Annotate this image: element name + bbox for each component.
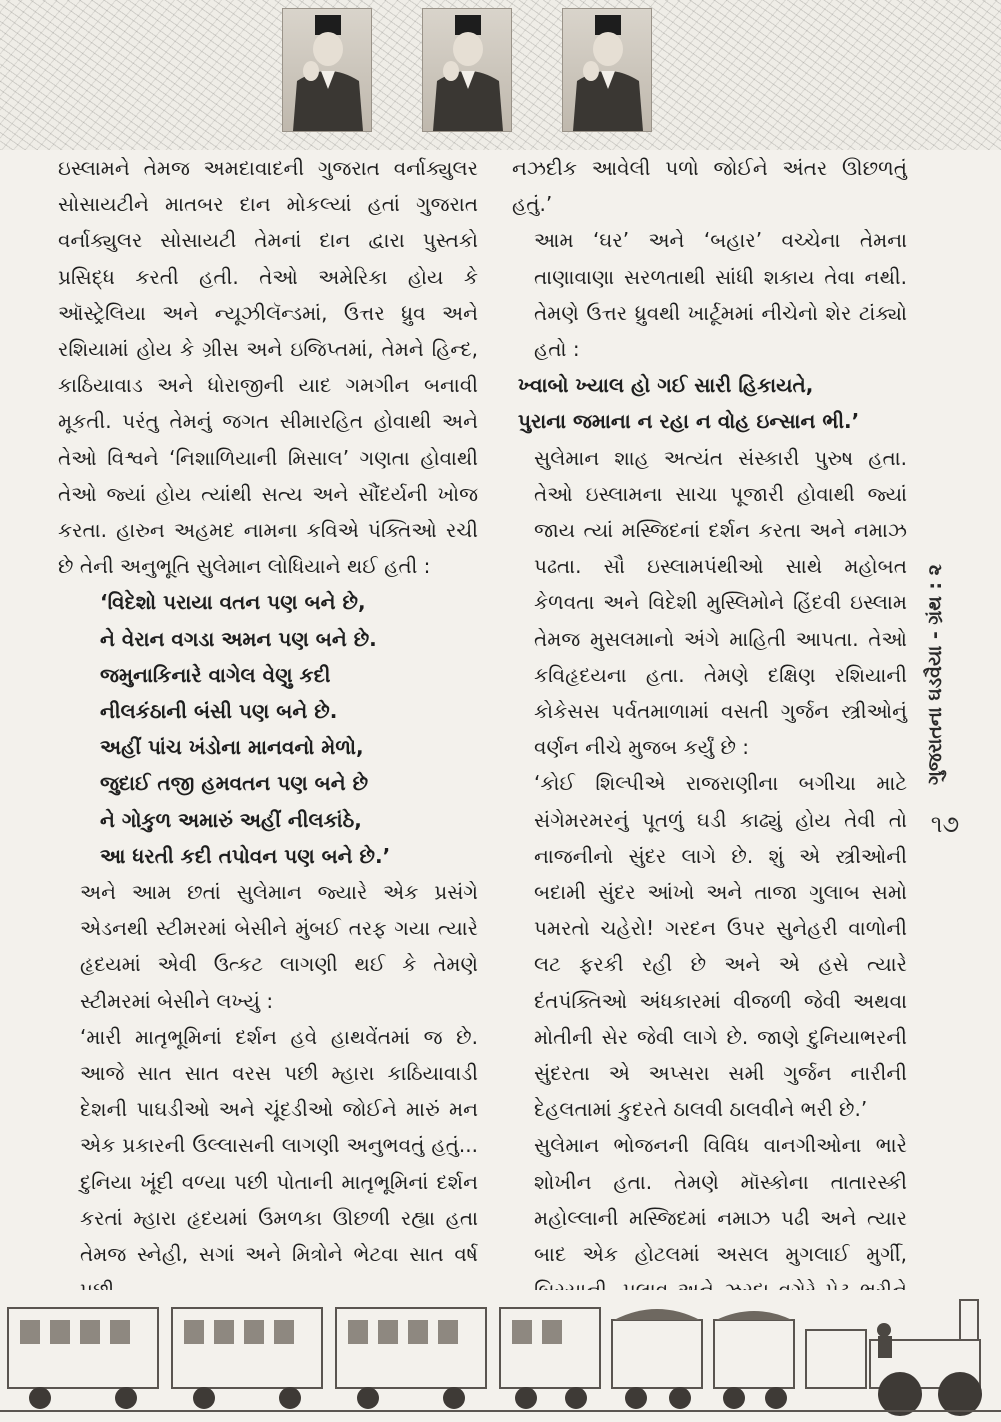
verse-line: ‘વિદેશો પરાયા વતન પણ બને છે, <box>100 590 366 615</box>
paragraph: સુલેમાન શાહ અત્યંત સંસ્કારી પુરુષ હતા. તેઓ ઇસ્લામના સાચા પૂજારી હોવાથી જ્યાં જાય ત્યાં મસ્જિદનાં દર્શન કરતા અને નમાઝ પઢતા. સૌ ઇસ્લામપંથીઓ સાથે મહોબત કેળવતા અને વિદેશી મુસ્લિમોને હિંદવી ઇસ્લામ તેમજ મુસલમાનો અંગે માહિતી આપતા. તેઓ કવિહૃદયના હતા. તેમણે દક્ષિણ રશિયાની કોકેસસ પર્વતમાળામાં વસતી ગુર્જન સ્ત્રીઓનું વર્ણન નીચે મુજબ કર્યું છે : <box>534 445 907 760</box>
verse-block <box>58 584 478 874</box>
paragraph: ‘મારી માતૃભૂમિનાં દર્શન હવે હાથવેંતમાં જ છે. આજે સાત સાત વરસ પછી મ્હારા કાઠિયાવાડી દેશની પાઘડીઓ અને ચૂંદડીઓ જોઈને મારું મન એક પ્રકારની ઉલ્લાસની લાગણી અનુભવતું હતું... દુનિયા ખૂંદી વળ્યા પછી પોતાની માતૃભૂમિનાં દર્શન કરતાં મ્હારા હૃદયમાં ઉમળકા ઊછળી રહ્યા હતા તેમજ સ્નેહી, સગાં અને મિત્રોને ભેટવા સાત વર્ષ <box>80 1024 478 1267</box>
portrait-photo <box>282 8 372 132</box>
paragraph: ઇસ્લામને તેમજ અમદાવાદની ગુજરાત વર્નાક્યુલર સોસાયટીને માતબર દાન મોકલ્યાં હતાં ગુજરાત વર્નાક્યુલર સોસાયટી તેમનાં દાન દ્વારા પુસ્તકો પ્રસિદ્ધ કરતી હતી. તેઓ અમેરિકા હોય કે ઑસ્ટ્રેલિયા અને ન્યૂઝીલૅન્ડમાં, ઉત્તર ધ્રુવ અને રશિયામાં હોય કે ગ્રીસ અને ઇજિપ્તમાં, તેમને હિન્દ, કાઠિયાવાડ અને ધોરાજીની યાદ ગમગીન બનાવી મૂકતી. પરંતુ તેમનું જગત સીમારહિત હોવાથી અને તેઓ વિશ્વને ‘નિશાળિયાની મિસાલ’ ગણતા હોવાથી તેઓ જ્યાં હોય ત્યાંથી સત્ય અને સૌંદર્યની ખોજ કરતા. હારુન અહમદ નામના કવિએ પંક્તિઓ રચી છે તેની અનુભૂતિ સુલેમાન લોધિયાને થઈ હતી : <box>58 156 478 579</box>
verse-line: જુદાઈ તજી હમવતન પણ બને છે <box>100 771 369 796</box>
paragraph: ‘કોઈ શિલ્પીએ રાજરાણીના બગીચા માટે સંગેમરમરનું પૂતળું ઘડી કાઢ્યું હોય તેવી તો નાજનીનો સુંદર લાગે છે. શું એ સ્ત્રીઓની બદામી સુંદર આંખો અને તાજા ગુલાબ સમો પમરતો ચહેરો! ગરદન ઉપર સુનેહરી વાળોની લટ ફરકી રહી છે અને એ હસે ત્યારે દંતપંક્તિઓ અંધકારમાં વીજળી જેવી અથવા મોતીની સેર જેવી લાગે છે. જાણે દુનિયાભરની સુંદરતા એ અપ્સરા સમી ગુર્જન નારીની દેહલતામાં કુદરતે ઠાલવી ઠાલવીને ભરી છે.’ <box>534 771 907 1122</box>
train-border-illustration <box>0 1290 1001 1422</box>
paragraph: આમ ‘ઘર’ અને ‘બહાર’ વચ્ચેના તેમના તાણાવાણા સરળતાથી સાંધી શકાય તેવા નથી. તેમણે ઉત્તર ધ્રુવથી ખાર્ટૂમમાં નીચેનો શેર ટાંક્યો હતો : <box>534 228 907 362</box>
verse-line: નીલકંઠાની બંસી પણ બને છે. <box>100 699 338 724</box>
verse-block <box>512 367 907 439</box>
paragraph: અને આમ છતાં સુલેમાન જ્યારે એક પ્રસંગે એડનથી સ્ટીમરમાં બેસીને મુંબઈ તરફ ગયા ત્યારે હૃદયમાં એવી ઉત્કટ લાગણી થઈ કે તેમણે સ્ટીમરમાં બેસીને લખ્યું : <box>80 880 478 1013</box>
verse-line: પુરાના જમાના ન રહા ન વોહ ઇન્સાન ભી.’ <box>518 409 860 434</box>
verse-line: ખ્વાબો ખ્યાલ હો ગઈ સારી હિકાયતે, <box>518 373 814 398</box>
paragraph: નઝદીક આવેલી પળો જોઈને અંતર ઊછળતું હતું.’ <box>512 156 907 217</box>
verse-line: જમુનાકિનારે વાગેલ વેણુ કદી <box>100 662 331 687</box>
portrait-photo <box>422 8 512 132</box>
verse-line: આ ધરતી કદી તપોવન પણ બને છે.’ <box>100 843 391 868</box>
verse-line: ને વેરાન વગડા અમન પણ બને છે. <box>100 626 377 651</box>
paragraph: સુલેમાન ભોજનની વિવિધ વાનગીઓના ભારે શોખીન હતા. તેમણે મૉસ્કોના તાતારસ્કી મહોલ્લાની મસ્જિદમાં નમાઝ પઢી અને ત્યાર બાદ એક હોટલમાં અસલ મુગલાઈ મુર્ગી, <box>534 1133 907 1267</box>
verse-line: અહીં પાંચ ખંડોના માનવનો મેળો, <box>100 735 364 760</box>
portrait-photo <box>562 8 652 132</box>
running-book-title: ગુજરાતના ઘડવૈયા - ગ્રંથ : ૨ <box>924 564 946 785</box>
verse-line: ને ગોકુળ અમારું અહીં નીલકાંઠે, <box>100 807 362 832</box>
left-text-column <box>58 150 478 1309</box>
page-number: ૧૭ <box>930 810 960 838</box>
right-text-column <box>512 150 907 1417</box>
